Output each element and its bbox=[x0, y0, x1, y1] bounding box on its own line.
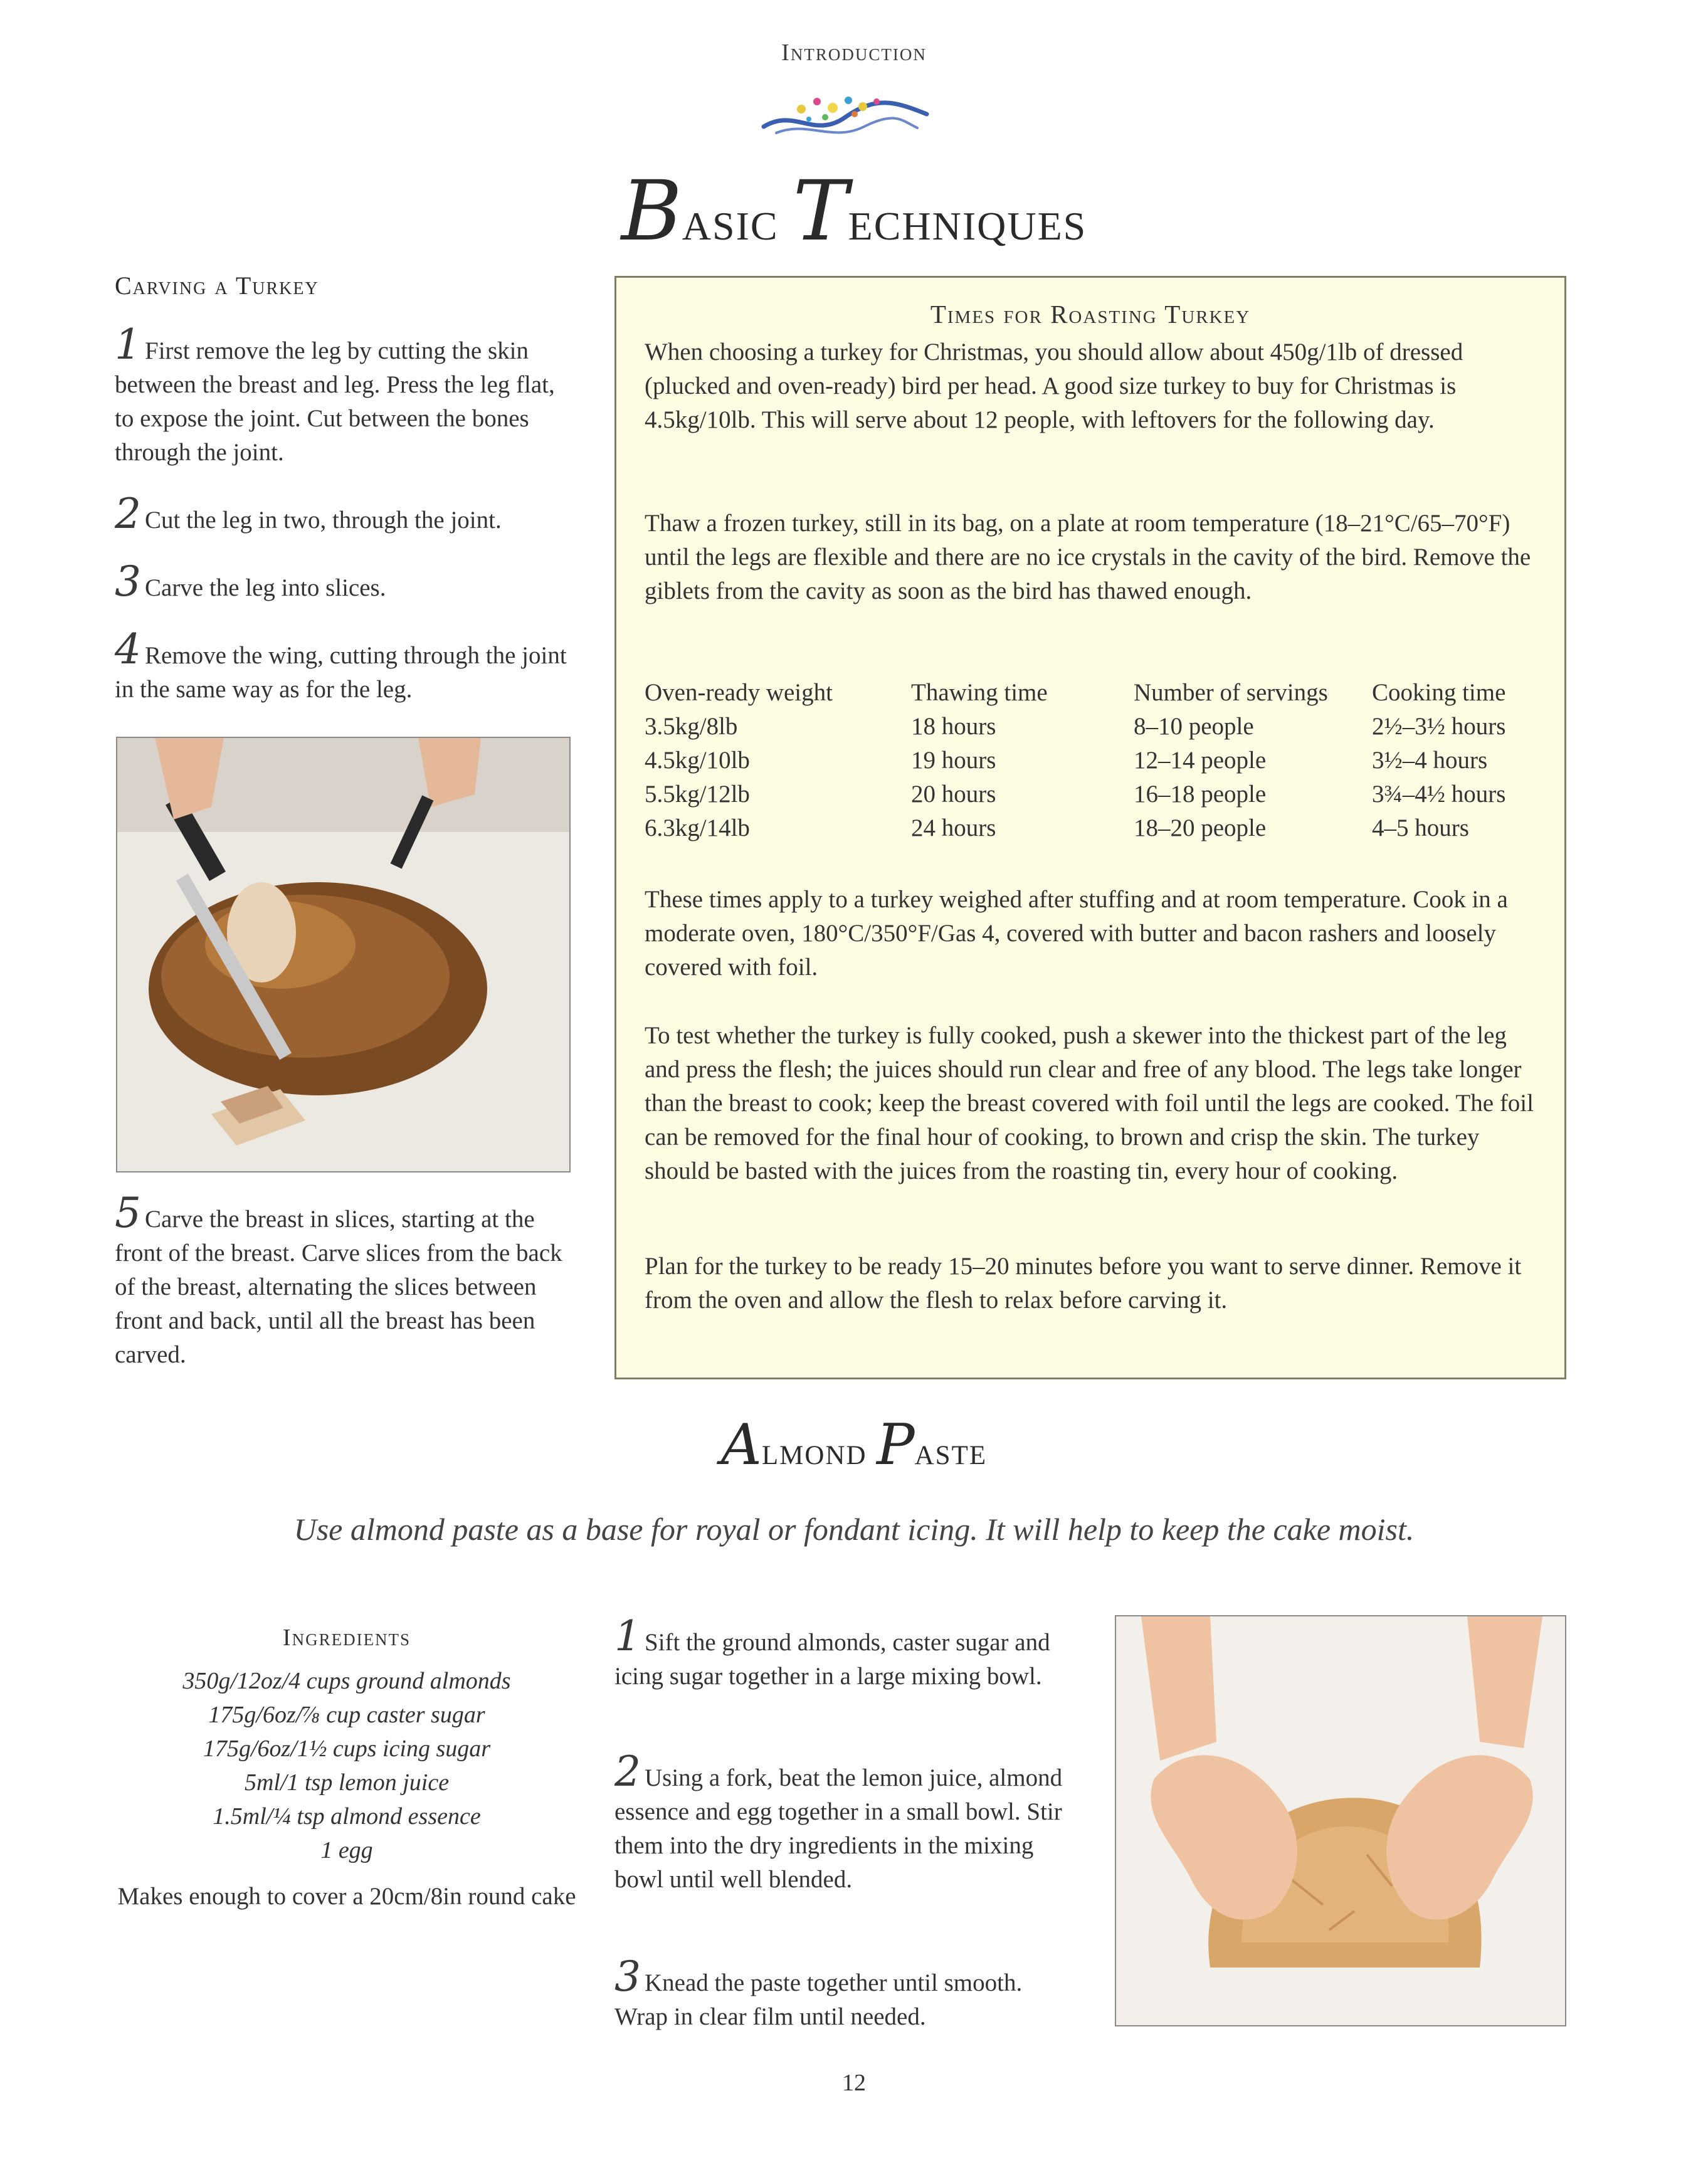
title-word: lmond bbox=[761, 1430, 867, 1473]
step-text: Remove the wing, cutting through the joint in the same way as for the leg. bbox=[115, 642, 567, 703]
step-number: 3 bbox=[115, 557, 141, 606]
page-number: 12 bbox=[842, 2070, 866, 2096]
title-initial: A bbox=[720, 1412, 762, 1478]
step-text: Using a fork, beat the lemon juice, almond essence and egg together in a small bowl. Stir them into the dry ingredients in the mixing bowl until well blended. bbox=[614, 1764, 1063, 1893]
roasting-times-table bbox=[645, 676, 1554, 845]
table-row bbox=[645, 744, 1554, 777]
table-header-row bbox=[645, 676, 1554, 710]
carving-step bbox=[115, 557, 572, 606]
ingredient-item: 1.5ml/¼ tsp almond essence bbox=[213, 1803, 481, 1830]
ingredient-item: 175g/6oz/⅞ cup caster sugar bbox=[208, 1702, 485, 1728]
step-text: Carve the leg into slices. bbox=[145, 574, 386, 601]
roasting-paragraph: To test whether the turkey is fully cooked, push a skewer into the thickest part of the leg and press the flesh; the juices should run clear and free of any blood. The legs take longer than the breast to cook; keep the breast covered with foil until the legs are cooked. The foil can be removed for the final hour of cooking, to brown and crisp the skin. The turkey should be basted with the juices from the roasting tin, every hour of cooking. bbox=[645, 1022, 1534, 1184]
step-number: 1 bbox=[115, 320, 141, 369]
title-word: aste bbox=[914, 1430, 988, 1473]
step-text: First remove the leg by cutting the skin between the breast and leg. Press the leg flat, to expose the joint. Cut between the bones through the joint. bbox=[115, 337, 555, 466]
almond-paste-subtitle: Use almond paste as a base for royal or fondant icing. It will help to keep the cake moist. bbox=[293, 1512, 1415, 1547]
column-header: Oven-ready weight bbox=[645, 679, 833, 706]
table-row bbox=[645, 710, 1554, 744]
step-number: 1 bbox=[614, 1612, 641, 1660]
yield-note: Makes enough to cover a 20cm/8in round cake bbox=[117, 1883, 576, 1910]
ingredient-item: 5ml/1 tsp lemon juice bbox=[244, 1769, 450, 1796]
step-number: 4 bbox=[115, 625, 141, 673]
almond-step bbox=[614, 1952, 1078, 2034]
ingredient-item: 1 egg bbox=[320, 1837, 373, 1863]
roasting-paragraph: These times apply to a turkey weighed after stuffing and at room temperature. Cook in a moderate oven, 180°C/350°F/Gas 4, covered with butter and bacon rashers and loosely covered with foil. bbox=[645, 886, 1508, 981]
carving-step bbox=[115, 625, 572, 707]
title-initial: T bbox=[793, 163, 848, 260]
title-word: asic bbox=[682, 188, 779, 252]
page-title bbox=[0, 163, 1708, 260]
table-cell: 3¾–4½ hours bbox=[1372, 781, 1506, 808]
step-number: 5 bbox=[115, 1189, 141, 1237]
ingredients-heading: Ingredients bbox=[282, 1625, 411, 1651]
table-cell: 4–5 hours bbox=[1372, 814, 1469, 841]
turkey-carving-photo bbox=[116, 737, 571, 1172]
table-cell: 16–18 people bbox=[1134, 781, 1267, 808]
table-cell: 8–10 people bbox=[1134, 713, 1254, 740]
roasting-paragraph: Plan for the turkey to be ready 15–20 minutes before you want to serve dinner. Remove it from the oven and allow the flesh to relax before carving it. bbox=[645, 1253, 1522, 1314]
roasting-times-box bbox=[614, 276, 1566, 1379]
column-header: Cooking time bbox=[1372, 679, 1506, 706]
ingredient-item: 350g/12oz/4 cups ground almonds bbox=[182, 1668, 511, 1694]
step-number: 3 bbox=[614, 1952, 641, 2001]
ingredient-item: 175g/6oz/1½ cups icing sugar bbox=[203, 1736, 491, 1762]
table-cell: 19 hours bbox=[911, 747, 996, 774]
table-cell: 20 hours bbox=[911, 781, 996, 808]
almond-step bbox=[614, 1612, 1078, 1694]
table-cell: 18 hours bbox=[911, 713, 996, 740]
table-cell: 3½–4 hours bbox=[1372, 747, 1488, 774]
table-row bbox=[645, 777, 1554, 811]
table-cell: 24 hours bbox=[911, 814, 996, 841]
roasting-heading: Times for Roasting Turkey bbox=[930, 300, 1251, 329]
step-text: Knead the paste together until smooth. Wrap in clear film until needed. bbox=[614, 1969, 1023, 2030]
column-header: Thawing time bbox=[911, 679, 1048, 706]
roasting-paragraph: When choosing a turkey for Christmas, you should allow about 450g/1lb of dressed (plucked and oven-ready) bird per head. A good size turkey to buy for Christmas is 4.5kg/10lb. This will serve about 12 people, with leftovers for the following day. bbox=[645, 339, 1463, 433]
step-text: Cut the leg in two, through the joint. bbox=[145, 507, 502, 534]
almond-step bbox=[614, 1747, 1078, 1897]
carving-step bbox=[115, 320, 572, 470]
almond-paste-title bbox=[0, 1412, 1708, 1478]
table-cell: 2½–3½ hours bbox=[1372, 713, 1506, 740]
step-number: 2 bbox=[115, 490, 141, 538]
step-number: 2 bbox=[614, 1747, 641, 1796]
title-initial: B bbox=[621, 163, 682, 260]
step-text: Sift the ground almonds, caster sugar and icing sugar together in a large mixing bowl. bbox=[614, 1629, 1050, 1690]
step-text: Carve the breast in slices, starting at the front of the breast. Carve slices from the back of the breast, alternating the slices between front and back, until all the breast has been carved. bbox=[115, 1206, 562, 1368]
table-cell: 5.5kg/12lb bbox=[645, 781, 750, 808]
kneading-dough-photo bbox=[1115, 1615, 1566, 2026]
table-row bbox=[645, 811, 1554, 845]
carving-step bbox=[115, 1189, 572, 1372]
ribbon-ornament-icon bbox=[757, 83, 933, 145]
table-cell: 3.5kg/8lb bbox=[645, 713, 738, 740]
carving-heading: Carving a Turkey bbox=[115, 271, 319, 300]
table-cell: 4.5kg/10lb bbox=[645, 747, 750, 774]
table-cell: 6.3kg/14lb bbox=[645, 814, 750, 841]
table-cell: 12–14 people bbox=[1134, 747, 1267, 774]
ingredients-list bbox=[115, 1624, 579, 1914]
title-word: echniques bbox=[848, 188, 1087, 252]
table-cell: 18–20 people bbox=[1134, 814, 1267, 841]
title-initial: P bbox=[877, 1412, 915, 1478]
roasting-paragraph: Thaw a frozen turkey, still in its bag, on a plate at room temperature (18–21°C/65–70°F) until the legs are flexible and there are no ice crystals in the cavity of the bird. Remove the giblets from the cavity as soon as the bird has thawed enough. bbox=[645, 510, 1531, 604]
section-label: Introduction bbox=[781, 40, 927, 66]
column-header: Number of servings bbox=[1134, 679, 1328, 706]
carving-step bbox=[115, 490, 572, 538]
